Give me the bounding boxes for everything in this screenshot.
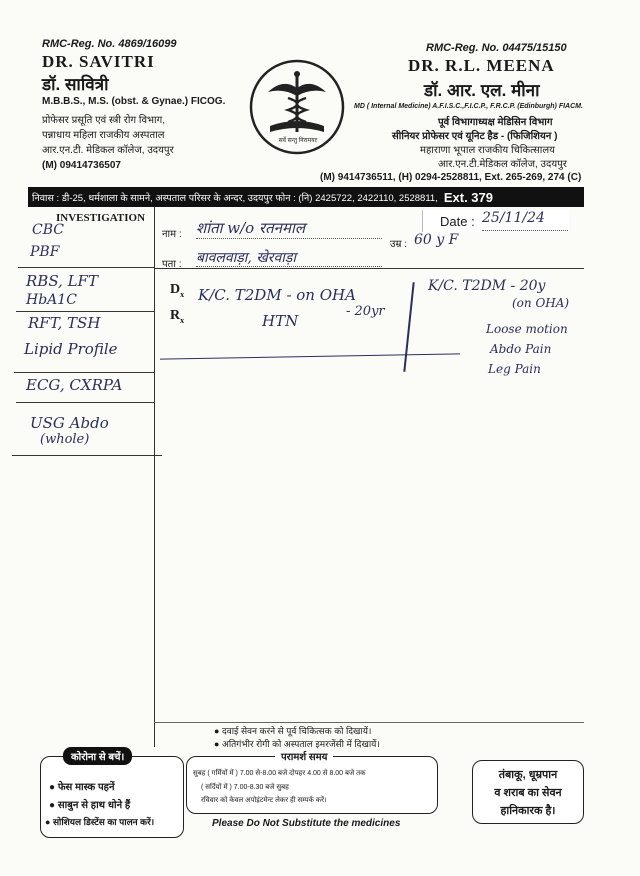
diagnosis-line-1: K/C. T2DM - on OHA [198, 286, 356, 304]
address-underline [196, 266, 382, 267]
investigation-item: RBS, LFT [26, 272, 98, 290]
patient-name[interactable]: शांता w/o रतनमाल [196, 219, 306, 237]
investigation-rule [12, 455, 162, 456]
complaint-item: Leg Pain [488, 362, 541, 376]
right-doctor-line1: पूर्व विभागाध्यक्ष मेडिसिन विभाग [438, 117, 553, 128]
address-text: निवास : डी-25, धर्मशाला के सामने, अस्पताल परिसर के अन्दर, उदयपुर फोन : (नि) 2425722, 2422110, 2528811, [32, 192, 438, 204]
left-doctor-line3: आर.एन.टी. मेडिकल कॉलेज, उदयपुर [42, 145, 174, 156]
investigation-item: Lipid Profile [24, 340, 118, 358]
right-doctor-phones: (M) 9414736511, (H) 0294-2528811, Ext. 265-269, 274 (C) [320, 172, 582, 183]
left-doctor-name-hindi: डॉ. सावित्री [42, 75, 109, 94]
left-reg-number: RMC-Reg. No. 4869/16099 [42, 38, 177, 50]
right-doctor-name-hindi: डॉ. आर. एल. मीना [424, 81, 540, 100]
history-line-1b: (on OHA) [512, 296, 570, 310]
date-underline [482, 230, 568, 231]
investigation-rule [16, 311, 154, 312]
diagnosis-line-2: HTN [262, 312, 299, 330]
investigation-item: ECG, CXRPA [26, 376, 123, 394]
right-doctor-line2: सीनियर प्रोफेसर एवं यूनिट हैड - (फिजिशियन ) [392, 131, 558, 142]
corona-item: ● साबुन से हाथ धोने हैं [49, 800, 131, 811]
timing-title: परामर्श समय [275, 749, 333, 763]
right-doctor-name: DR. R.L. MEENA [408, 56, 555, 75]
corona-box [40, 752, 184, 838]
footer-note: ● अतिगंभीर रोगी को अस्पताल इमरजेंसी में दिखायें। [214, 739, 380, 749]
address-bar [28, 187, 584, 207]
history-line-1: K/C. T2DM - 20y [428, 278, 546, 294]
left-doctor-line1: प्रोफेसर प्रसूति एवं स्त्री रोग विभाग, [42, 115, 166, 126]
investigation-item: (whole) [40, 432, 90, 447]
investigation-rule [18, 267, 154, 268]
rx-handwritten-divider [403, 282, 414, 372]
left-doctor-line2: पन्नाधाय महिला राजकीय अस्पताल [42, 130, 165, 141]
tobacco-line-3: हानिकारक है। [500, 805, 556, 817]
diagnosis-duration: - 20yr [346, 304, 385, 319]
corona-item: ● सोशियल डिस्टेंस का पालन करें। [45, 817, 155, 827]
date-value[interactable]: 25/11/24 [482, 210, 545, 226]
corona-item: ● फेस मास्क पहनें [49, 782, 115, 793]
investigation-rule [14, 372, 154, 373]
left-doctor-mobile: (M) 09414736507 [42, 160, 121, 171]
left-doctor-degrees: M.B.B.S., M.S. (obst. & Gynae.) FICOG. [42, 96, 226, 107]
footer-divider [154, 722, 584, 723]
age-label: उम्र : [390, 239, 408, 250]
timing-line-3: रविवार को केवल अपोइंटमेन्ट लेकर ही सम्पर्क करें। [201, 797, 327, 804]
tobacco-box [472, 760, 584, 824]
complaint-item: Abdo Pain [490, 342, 552, 356]
patient-age[interactable]: 60 y F [414, 232, 459, 248]
rx-handwritten-rule [160, 353, 460, 359]
footer-note: ● दवाई सेवन करने से पूर्व चिकित्सक को दिखायें। [214, 726, 372, 736]
investigation-item: HbA1C [26, 292, 77, 308]
date-label: Date : [440, 214, 475, 229]
logo-motto: सर्वे सन्तु निरामयाः [278, 138, 318, 144]
investigation-item: CBC [32, 222, 64, 238]
right-doctor-line4: आर.एन.टी.मेडिकल कॉलेज, उदयपुर [438, 159, 567, 170]
dx-symbol: $D_x$ [170, 282, 185, 299]
tobacco-line-2: व शराब का सेवन [494, 787, 562, 799]
timing-line-2: ( सर्दियों में ) 7.00-8.30 बजे सुबह [201, 784, 289, 791]
investigation-heading: INVESTIGATION [56, 212, 146, 224]
left-doctor-name: DR. SAVITRI [42, 52, 155, 71]
address-ext: Ext. 379 [443, 189, 493, 205]
right-doctor-degrees: MD ( Internal Medicine) A.F.I.S.C.,F.I.C.P., F.R.C.P. (Edinburgh) FIACM. [354, 103, 583, 110]
complaint-item: Loose motion [486, 322, 568, 336]
investigation-rule [16, 402, 154, 403]
timing-box [186, 752, 438, 814]
right-reg-number: RMC-Reg. No. 04475/15150 [426, 42, 567, 54]
tobacco-line-1: तंबाकू, धूम्रपान [498, 769, 558, 781]
substitute-note: Please Do Not Substitute the medicines [212, 818, 401, 829]
corona-title: कोरोना से बचें। [63, 747, 132, 765]
investigation-item: USG Abdo [30, 414, 109, 432]
rx-symbol: $R_x$ [170, 308, 185, 325]
patient-info-divider [154, 268, 584, 269]
name-underline [196, 238, 382, 239]
right-doctor-line3: महाराणा भूपाल राजकीय चिकित्सालय [420, 145, 555, 156]
investigation-item: RFT, TSH [28, 314, 101, 332]
patient-address[interactable]: बावलवाड़ा, खेरवाड़ा [196, 250, 297, 266]
investigation-item: PBF [30, 244, 60, 260]
name-label: नाम : [162, 229, 182, 240]
address-label: पता : [162, 259, 182, 270]
left-column-divider [154, 207, 155, 747]
timing-line-1: सुबह ( गर्मियों में ) 7.00 से-8.00 बजे दोपहर 4.00 से 8.00 बजे तक [193, 770, 366, 777]
